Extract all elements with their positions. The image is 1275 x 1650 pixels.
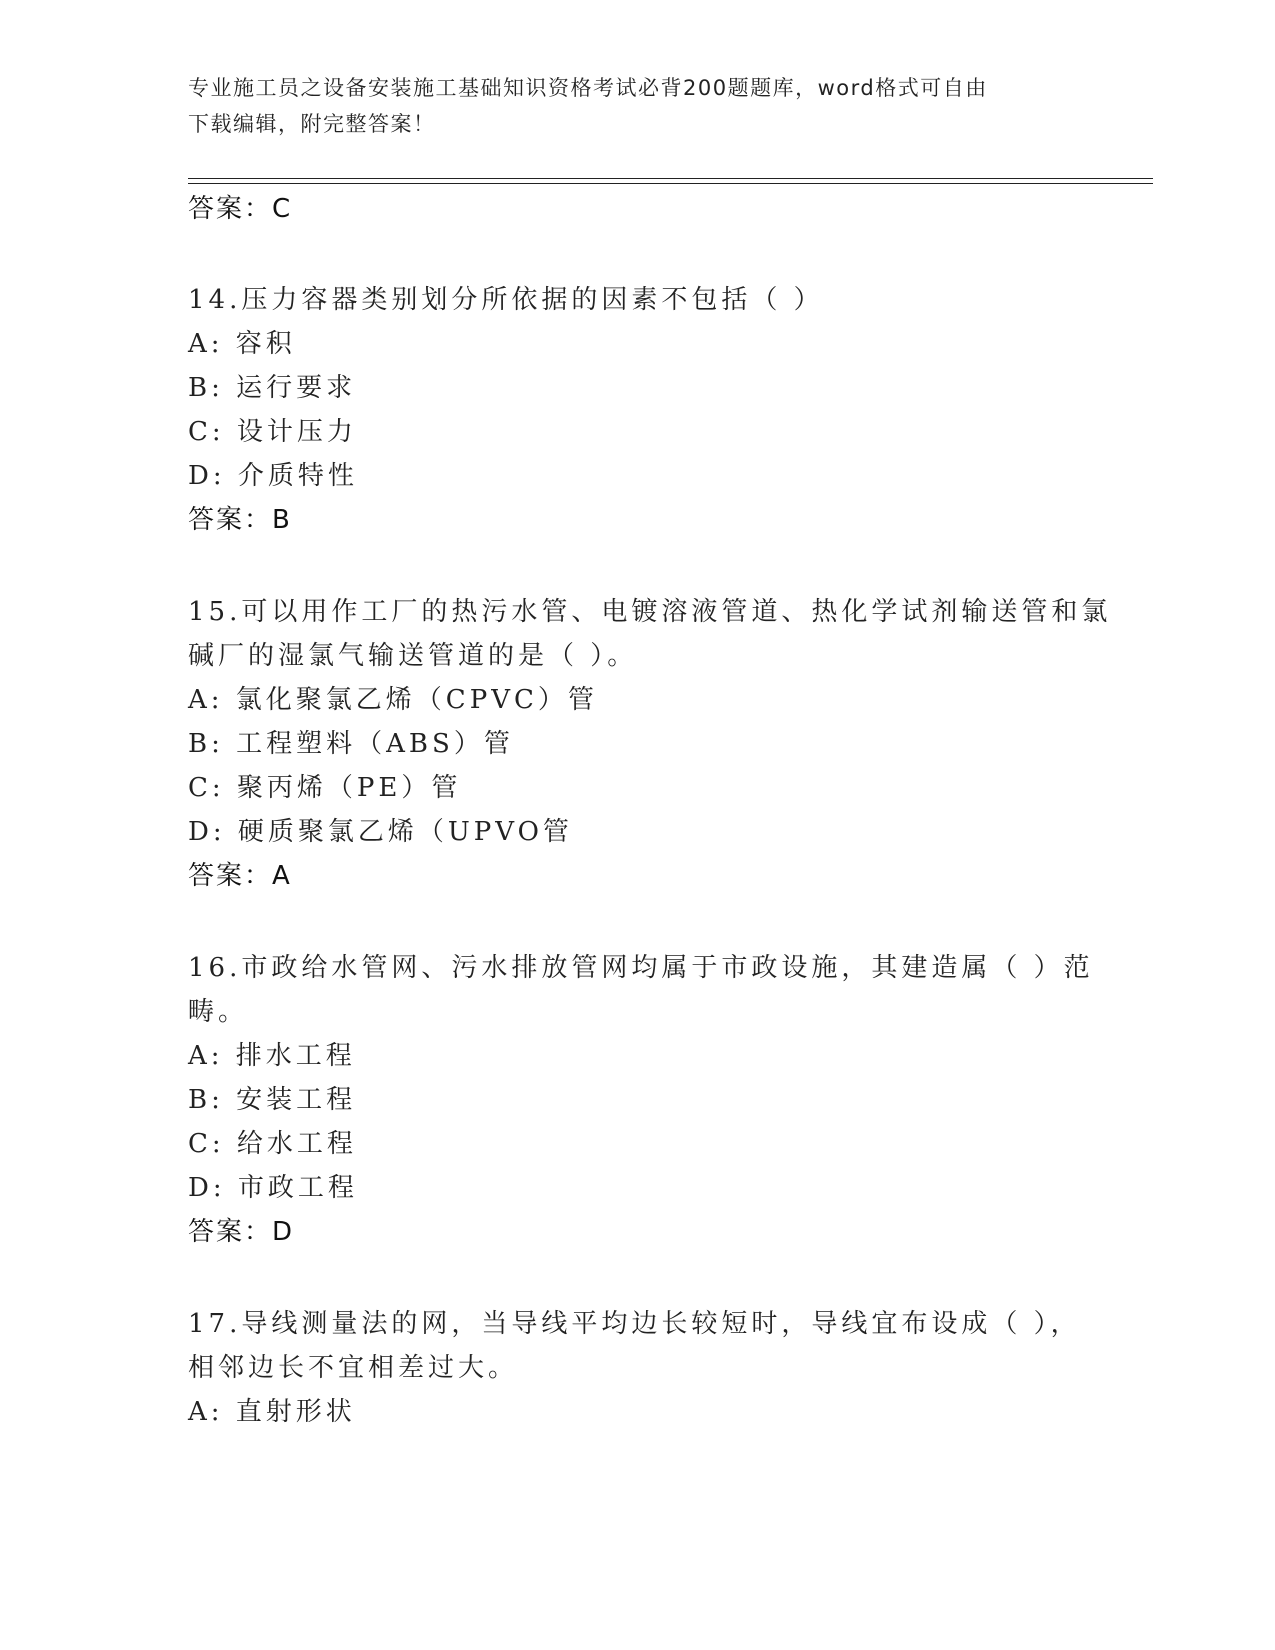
question-16-stem-line-1: 16.市政给水管网、污水排放管网均属于市政设施，其建造属（ ）范 <box>188 953 1094 983</box>
question-14-option-c: C: 设计压力 <box>188 417 357 447</box>
question-15-stem-line-1: 15.可以用作工厂的热污水管、电镀溶液管道、热化学试剂输送管和氯 <box>188 597 1112 627</box>
question-14-option-d: D: 介质特性 <box>188 461 358 491</box>
question-14-option-b: B: 运行要求 <box>188 373 357 403</box>
answer-line: 答案：C <box>188 194 293 224</box>
question-15-option-c: C: 聚丙烯（PE）管 <box>188 773 462 803</box>
question-15-option-b: B: 工程塑料（ABS）管 <box>188 729 514 759</box>
question-14-stem: 14.压力容器类别划分所依据的因素不包括（ ） <box>188 285 824 315</box>
question-15-option-a: A: 氯化聚氯乙烯（CPVC）管 <box>188 685 598 715</box>
header-line-1: 专业施工员之设备安装施工基础知识资格考试必背200题题库，word格式可自由 <box>188 76 988 100</box>
question-16-option-b: B: 安装工程 <box>188 1085 357 1115</box>
question-17-stem-line-2: 相邻边长不宜相差过大。 <box>188 1353 519 1383</box>
header-divider <box>188 178 1153 184</box>
question-16-answer: 答案：D <box>188 1217 295 1247</box>
document-header <box>188 70 1068 142</box>
question-14-option-a: A: 容积 <box>188 329 296 359</box>
question-14-answer: 答案：B <box>188 505 292 535</box>
question-16-stem-line-2: 畴。 <box>188 997 249 1027</box>
header-line-2: 下载编辑，附完整答案！ <box>188 112 436 136</box>
question-17-stem-line-1: 17.导线测量法的网，当导线平均边长较短时，导线宜布设成（ ）， <box>188 1309 1081 1339</box>
question-16-option-d: D: 市政工程 <box>188 1173 358 1203</box>
question-17-option-a: A: 直射形状 <box>188 1397 356 1427</box>
question-16-option-a: A: 排水工程 <box>188 1041 356 1071</box>
question-15-option-d: D: 硬质聚氯乙烯（UPVO管 <box>188 817 573 847</box>
question-16-option-c: C: 给水工程 <box>188 1129 357 1159</box>
question-15-stem-line-2: 碱厂的湿氯气输送管道的是（ ）。 <box>188 641 638 671</box>
question-15-answer: 答案：A <box>188 861 292 891</box>
